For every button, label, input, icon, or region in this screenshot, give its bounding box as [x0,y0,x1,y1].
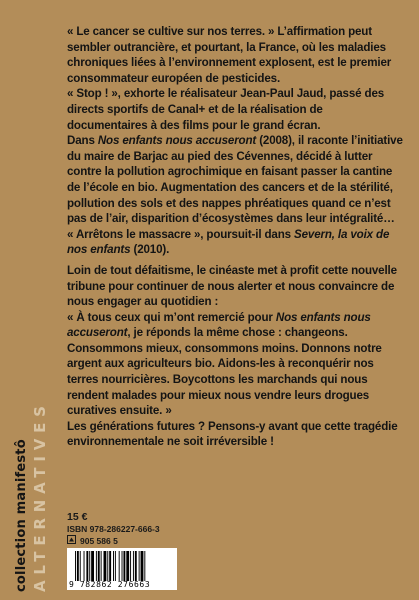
severn-text-rest: (2010). [130,243,170,257]
collection-name: collection manifestô [14,439,29,592]
distributor-code: 905 586 5 [80,535,118,546]
paragraph-nos-enfants [67,133,405,227]
nos-enfants-text-rest: (2008), il raconte l’initiative du maire de Barjac au pied des Cévennes, décidé à lutter contre la pollution agrochimique en faisant passer la cantine de l’école en bio. Augmentation des cancers et de la stérilité, pollution des sols et des nappes phréatiques quand ce n’est pas de l’air, disparition d’écosystèmes dans leur intégralité… [67,134,403,226]
isbn: ISBN 978-286227-666-3 [67,524,160,534]
paragraph-quote [67,310,405,419]
quote-text-rest: , je réponds la même chose : changeons. Consommons mieux, consommons moins. Donnons notre argent aux agriculteurs bio. Aidons-les à reconquérir nos terres nourricières. Boycottons les marchands qui nous rendent malades pour mieux nous vendre leurs drogues curatives ensuite. » [67,326,382,418]
paragraph-severn [67,227,405,258]
nos-enfants-text-start: Dans [67,134,98,148]
film-title-quote: Nos enfants nous accuseront [67,310,371,340]
film-title-nos-enfants: Nos enfants nous accuseront [97,134,257,148]
quote-text-start: « À tous ceux qui m’ont remercié pour [67,310,276,324]
paragraph-intro [67,24,405,86]
paragraph-conclusion [67,419,405,450]
barcode [67,548,177,590]
book-meta [67,510,160,547]
intro-text: « Le cancer se cultive sur nos terres. » L’affirmation peut sembler outrancière, et pourtant, la France, où les maladies chroniques liées à l’environnement explosent, est le premier consommateur européen de pesticides. [67,25,392,85]
distributor-mark-icon [67,535,76,547]
barcode-digits: 9 782862 276663 [69,580,151,589]
barcode-bars-icon [75,551,169,581]
conclusion-text: Les générations futures ? Pensons-y avant que cette tragédie environnementale ne soit irréversible ! [67,419,398,449]
price: 15 € [67,511,88,523]
collection-label [10,352,49,592]
paragraph-stop [67,86,405,133]
paragraph-defaitisme [67,263,405,310]
film-title-severn: Severn, la voix de nos enfants [67,227,390,257]
stop-text: « Stop ! », exhorte le réalisateur Jean-Paul Jaud, passé des directs sportifs de Canal+ et de la réalisation de documentaires à des films pour le grand écran. [67,87,385,132]
defaitisme-text: Loin de tout défaitisme, le cinéaste met à profit cette nouvelle tribune pour continuer de nous alerter et nous convaincre de nous engager au quotidien : [67,263,397,309]
collection-series: ALTERNATIVES [31,400,49,592]
distributor-code-row [67,535,160,547]
back-cover-text [67,24,405,450]
severn-text-start: « Arrêtons le massacre », poursuit-il dans [67,227,295,241]
